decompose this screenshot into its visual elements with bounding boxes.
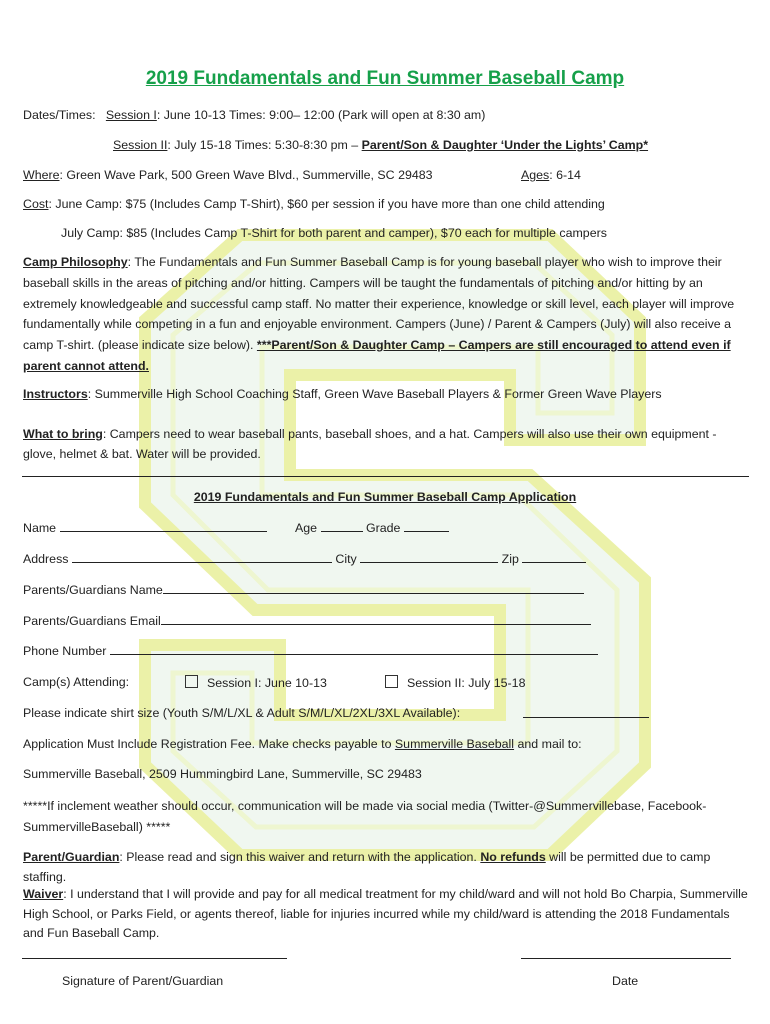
name-field[interactable] <box>60 520 267 532</box>
camp-philosophy <box>23 252 753 377</box>
instructors-text: : Summerville High School Coaching Staff, Green Wave Baseball Players & Former Green Wave Players <box>87 387 662 401</box>
session1-text: : June 10-13 Times: 9:00– 12:00 (Park will open at 8:30 am) <box>156 108 486 122</box>
waiver-paragraph <box>23 885 753 944</box>
what-to-bring <box>23 424 753 464</box>
parents-email-label: Parents/Guardians Email <box>23 614 161 628</box>
age-field[interactable] <box>321 520 363 532</box>
phone-label: Phone Number <box>23 644 107 658</box>
cost-june-line <box>23 197 605 211</box>
philosophy-text: : The Fundamentals and Fun Summer Baseball Camp is for young baseball player who wish to improve their baseball skills in the areas of pitching and/or hitting. Campers will be taught the fundamentals of pitching and/or hitting by an extremely knowledgeable and successful camp staff. No matter their experience, knowledge or skill level, each player will improve fundamentally while competing in a fun and enjoyable environment. Campers (June) / Parent & Campers (July) will also receive a camp T-shirt. (please indicate size below). <box>23 255 735 353</box>
bring-text: : Campers need to wear baseball pants, baseball shoes, and a hat. Campers will also use their own equipment - glove, helmet & bat. Water will be provided. <box>23 427 717 461</box>
fee-line <box>23 737 582 751</box>
application-title: 2019 Fundamentals and Fun Summer Baseball Camp Application <box>193 490 577 504</box>
parent-guardian-note <box>23 848 753 887</box>
age-grade-row <box>295 520 449 535</box>
ages-text: : 6-14 <box>549 168 581 182</box>
page-title: 2019 Fundamentals and Fun Summer Baseball Camp <box>145 68 625 89</box>
zip-label: Zip <box>501 552 519 566</box>
dates-line-2 <box>113 138 648 152</box>
camps-attending-label: Camp(s) Attending: <box>23 675 130 689</box>
shirt-size-field-wrap <box>523 706 649 721</box>
session2-option-label: Session II: July 15-18 <box>407 676 526 690</box>
waiver-label: Waiver <box>23 887 64 901</box>
parent-guardian-label: Parent/Guardian <box>23 850 120 864</box>
fee-text-2: and mail to: <box>514 737 582 751</box>
shirt-size-field[interactable] <box>523 706 649 718</box>
zip-field[interactable] <box>522 551 586 563</box>
session1-label: Session I <box>105 108 157 122</box>
fee-payee: Summerville Baseball <box>394 737 515 751</box>
name-row <box>23 520 267 535</box>
signature-label: Signature of Parent/Guardian <box>62 974 224 988</box>
city-field[interactable] <box>360 551 498 563</box>
where-label: Where <box>23 168 60 182</box>
shirt-size-row <box>23 706 460 720</box>
age-label: Age <box>295 521 318 535</box>
parents-email-row <box>23 613 591 628</box>
parents-name-row <box>23 582 584 597</box>
bring-label: What to bring <box>23 427 103 441</box>
session1-option[interactable] <box>185 675 327 690</box>
date-line[interactable] <box>521 958 731 959</box>
section-divider <box>22 476 749 477</box>
signature-line[interactable] <box>22 958 287 959</box>
session2-label: Session II <box>113 138 168 152</box>
city-label: City <box>335 552 357 566</box>
fee-text: Application Must Include Registration Fee. Make checks payable to <box>23 737 395 751</box>
name-label: Name <box>23 521 57 535</box>
parents-name-field[interactable] <box>163 582 584 594</box>
instructors-label: Instructors <box>23 387 88 401</box>
parents-email-field[interactable] <box>161 613 591 625</box>
grade-label: Grade <box>365 521 401 535</box>
cost-june-text: : June Camp: $75 (Includes Camp T-Shirt), $60 per session if you have more than one child attending <box>48 197 605 211</box>
grade-field[interactable] <box>404 520 449 532</box>
where-line <box>23 168 433 182</box>
session2-text: : July 15-18 Times: 5:30-8:30 pm – <box>167 138 362 152</box>
address-row <box>23 551 586 566</box>
cost-july-line: July Camp: $85 (Includes Camp T-Shirt for both parent and camper), $70 each for multiple campers <box>61 226 607 240</box>
session2-bold: Parent/Son & Daughter ‘Under the Lights’ Camp* <box>361 138 649 152</box>
session2-checkbox[interactable] <box>385 675 398 688</box>
session1-checkbox[interactable] <box>185 675 198 688</box>
phone-row <box>23 643 598 658</box>
ages-line <box>521 168 581 182</box>
no-refunds: No refunds <box>480 850 546 864</box>
philosophy-emphasis: ***Parent/Son & Daughter Camp – Campers are still encouraged to attend even if parent cannot attend. <box>23 338 731 373</box>
weather-note: *****If inclement weather should occur, communication will be made via social media (Twitter-@Summervillebase, Facebook-SummervilleBaseball) ***** <box>23 799 707 834</box>
waiver-text: : I understand that I will provide and pay for all medical treatment for my child/ward and will not hold Bo Charpia, Summerville High School, or Parks Field, or agents thereof, liable for injuries incurred while my child/ward is attending the 2018 Fundamentals and Fun Baseball Camp. <box>23 887 748 940</box>
date-label: Date <box>612 974 639 988</box>
dates-line-1: Dates/Times: Session I: June 10-13 Times: 9:00– 12:00 (Park will open at 8:30 am) <box>23 108 486 122</box>
cost-label: Cost <box>23 197 49 211</box>
parents-name-label: Parents/Guardians Name <box>23 583 163 597</box>
dates-label: Dates/Times <box>23 108 93 122</box>
session1-option-label: Session I: June 10-13 <box>207 676 327 690</box>
shirt-size-label: Please indicate shirt size (Youth S/M/L/XL & Adult S/M/L/XL/2XL/3XL Available): <box>23 706 461 720</box>
address-label: Address <box>23 552 69 566</box>
parent-guardian-text-2: will be permitted due to camp staffing. <box>23 850 711 884</box>
where-text: : Green Wave Park, 500 Green Wave Blvd., Summerville, SC 29483 <box>59 168 433 182</box>
phone-field[interactable] <box>110 643 598 655</box>
session2-option[interactable] <box>385 675 525 690</box>
ages-label: Ages <box>521 168 550 182</box>
parent-guardian-text: : Please read and sign this waiver and return with the application. <box>119 850 481 864</box>
address-field[interactable] <box>72 551 332 563</box>
instructors-line <box>23 387 662 401</box>
mail-address: Summerville Baseball, 2509 Hummingbird Lane, Summerville, SC 29483 <box>23 767 422 781</box>
philosophy-label: Camp Philosophy <box>23 255 128 269</box>
